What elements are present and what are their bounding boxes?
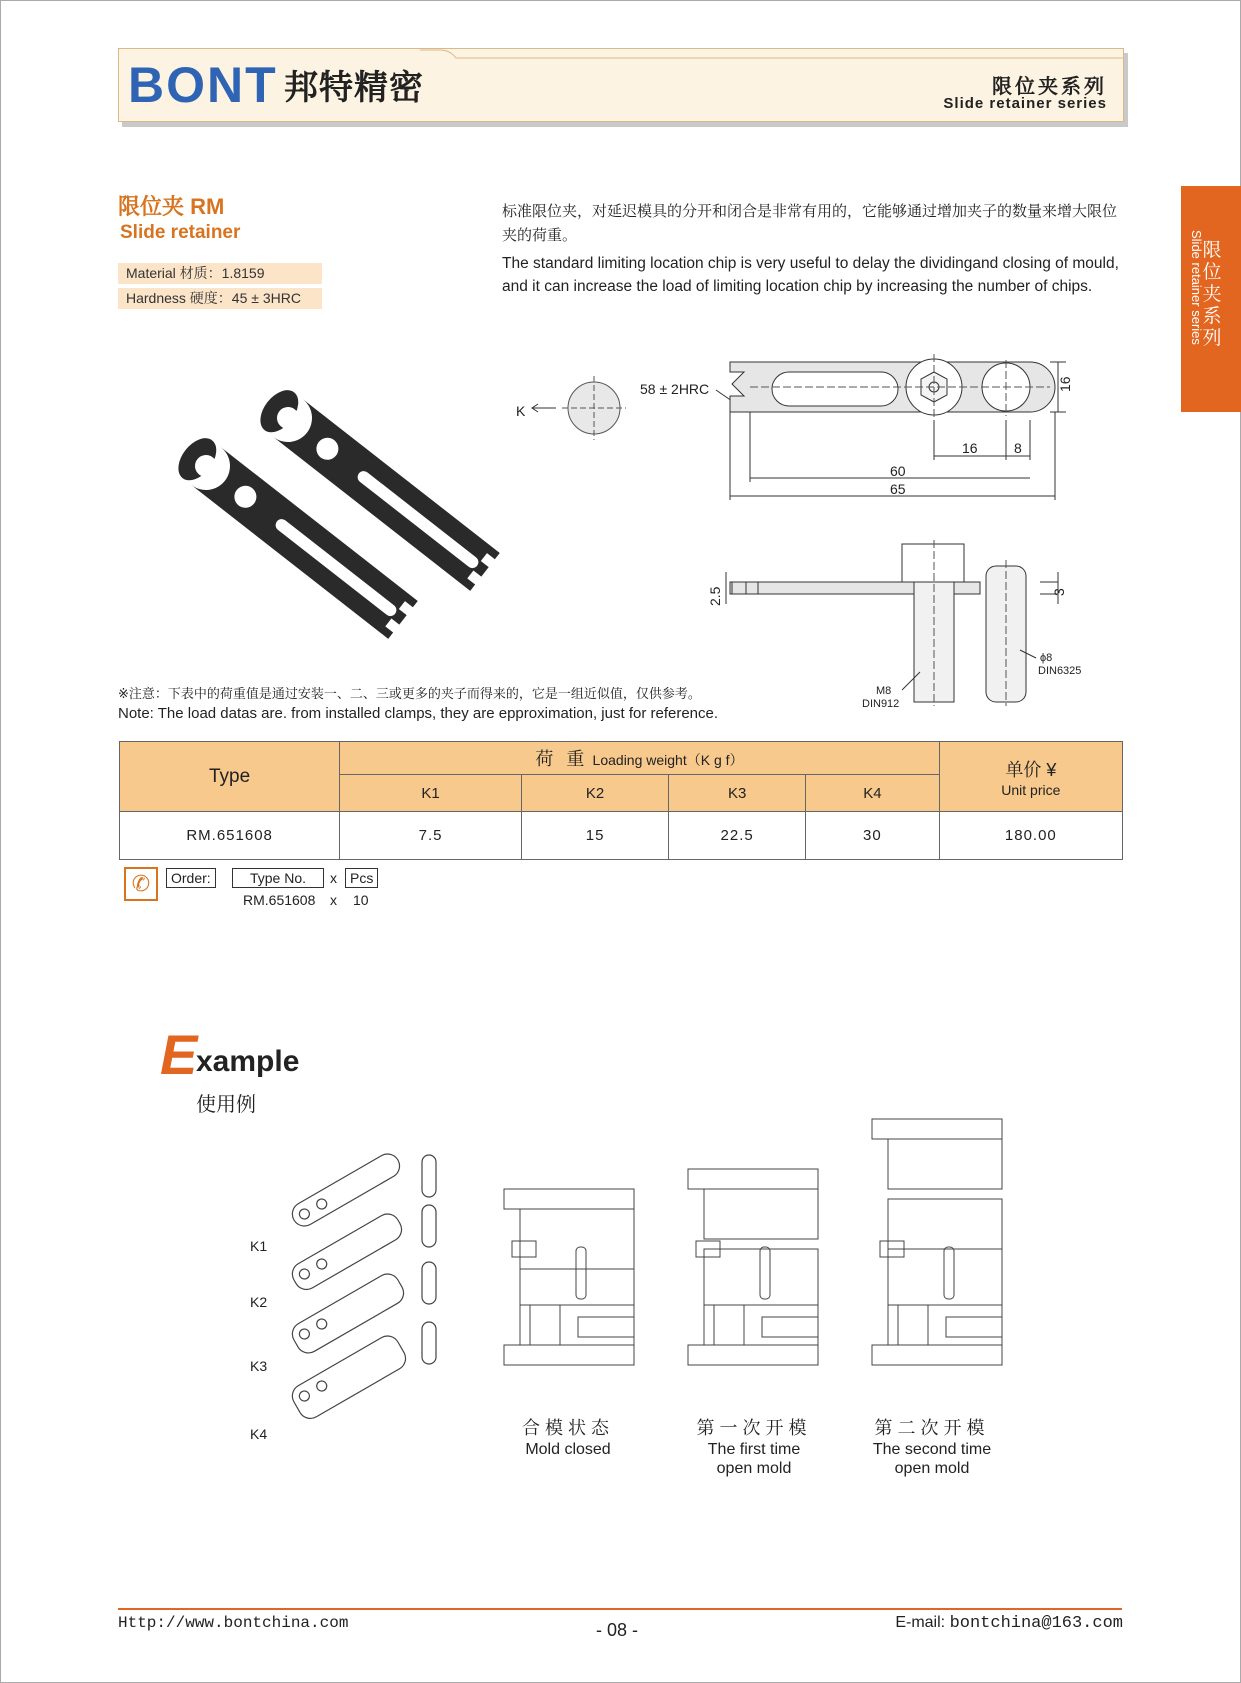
- side-tab-en: Slide retainer series: [1189, 230, 1204, 345]
- footer-divider: [118, 1608, 1122, 1610]
- cell-k2: 15: [521, 812, 668, 860]
- caption-2-en-line2: open mold: [716, 1460, 792, 1477]
- clip-stack-illustration: [240, 1150, 450, 1450]
- description-cn: 标准限位夹，对延迟模具的分开和闭合是非常有用的，它能够通过增加夹子的数量来增大限位夹的荷重。: [502, 203, 1118, 244]
- order-example-qty: 10: [353, 892, 369, 908]
- dim-8: 8: [1014, 440, 1022, 456]
- screw-size-label: M8: [876, 685, 892, 697]
- caption-3-en-line1: The second time: [872, 1441, 992, 1458]
- caption-3-cn: 第二次开模: [874, 1418, 990, 1438]
- example-title-initial: E: [160, 1023, 198, 1086]
- page-number: - 08 -: [596, 1620, 639, 1640]
- pin-standard-label: DIN6325: [1038, 665, 1082, 677]
- dim-16-width: 16: [962, 440, 978, 456]
- dim-3: 3: [1051, 588, 1067, 596]
- brand-name-cn: 邦特精密: [284, 68, 424, 108]
- load-header: [340, 742, 939, 775]
- price-header-en: Unit price: [1001, 781, 1061, 798]
- load-header-cn: 荷 重: [535, 749, 589, 769]
- screw-standard-label: DIN912: [862, 698, 900, 710]
- dim-16-height: 16: [1057, 376, 1073, 392]
- product-title-cn: 限位夹 RM: [118, 194, 225, 219]
- type-header: Type: [120, 742, 340, 812]
- cell-price: 180.00: [939, 812, 1122, 860]
- stack-label-k2: K2: [250, 1294, 268, 1310]
- product-photo: [160, 390, 520, 640]
- load-header-en: Loading weight（K g f）: [592, 752, 744, 768]
- order-times: x: [330, 870, 337, 886]
- order-label: Order:: [166, 868, 216, 888]
- cell-k3: 22.5: [669, 812, 806, 860]
- k-view-label: K: [516, 403, 526, 419]
- cell-k1: 7.5: [340, 812, 522, 860]
- material-spec: Material 材质：1.8159: [118, 263, 322, 284]
- email-address[interactable]: bontchina@163.com: [949, 1614, 1123, 1633]
- second-open-diagram: [868, 1115, 1008, 1405]
- table-row: [120, 812, 1123, 860]
- k1-header: K1: [340, 775, 522, 812]
- order-type-no: Type No.: [232, 868, 324, 888]
- stack-label-k3: K3: [250, 1358, 268, 1374]
- footer-email[interactable]: [895, 1614, 1123, 1633]
- pin-size-label: ϕ8: [1040, 652, 1053, 664]
- first-open-diagram: [684, 1115, 824, 1405]
- product-title-en: Slide retainer: [120, 222, 241, 243]
- series-title-cn: 限位夹系列: [992, 76, 1107, 98]
- load-table: [119, 741, 1123, 860]
- header-tab-curve: [420, 46, 1124, 62]
- logo: BONT: [128, 57, 278, 113]
- order-example-times: x: [330, 892, 337, 908]
- caption-2-cn: 第一次开模: [696, 1418, 812, 1438]
- email-label: E-mail:: [895, 1614, 946, 1631]
- caption-1-en: Mold closed: [525, 1441, 611, 1458]
- dim-2-5: 2.5: [707, 586, 723, 606]
- hardness-callout: 58 ± 2HRC: [640, 381, 710, 397]
- price-header-cn: 单价 ¥: [1005, 759, 1057, 780]
- price-header: [939, 742, 1122, 812]
- example-title: xample: [196, 1045, 300, 1078]
- order-pcs: Pcs: [345, 868, 378, 888]
- mold-closed-diagram: [500, 1115, 640, 1405]
- cell-type: RM.651608: [120, 812, 340, 860]
- caption-3-en-line2: open mold: [894, 1460, 970, 1477]
- stack-label-k4: K4: [250, 1426, 268, 1442]
- k2-header: K2: [521, 775, 668, 812]
- note-cn: ※注意：下表中的荷重值是通过安装一、二、三或更多的夹子而得来的，它是一组近似值，仅供参考。: [118, 686, 701, 701]
- order-example-type: RM.651608: [243, 892, 316, 908]
- description-en: The standard limiting location chip is very useful to delay the dividingand closing of mould, and it can increase the load of limiting location chip by increasing the number of chips.: [502, 255, 1119, 295]
- k3-header: K3: [669, 775, 806, 812]
- side-tab-cn: 限位夹系列: [1202, 240, 1222, 349]
- dim-60: 60: [890, 463, 906, 479]
- cell-k4: 30: [806, 812, 940, 860]
- caption-1-cn: 合模状态: [522, 1418, 614, 1438]
- example-title-cn: 使用例: [196, 1094, 256, 1116]
- stack-label-k1: K1: [250, 1238, 268, 1254]
- footer-website[interactable]: Http://www.bontchina.com: [118, 1614, 349, 1632]
- caption-2-en-line1: The first time: [707, 1441, 801, 1458]
- series-title-en: Slide retainer series: [943, 95, 1107, 112]
- dim-65: 65: [890, 481, 906, 497]
- technical-drawing: [510, 350, 1110, 720]
- hardness-spec: Hardness 硬度：45 ± 3HRC: [118, 288, 322, 309]
- phone-icon: ✆: [124, 867, 158, 901]
- k4-header: K4: [806, 775, 940, 812]
- note-en: Note: The load datas are. from installed clamps, they are epproximation, just for reference.: [118, 705, 719, 722]
